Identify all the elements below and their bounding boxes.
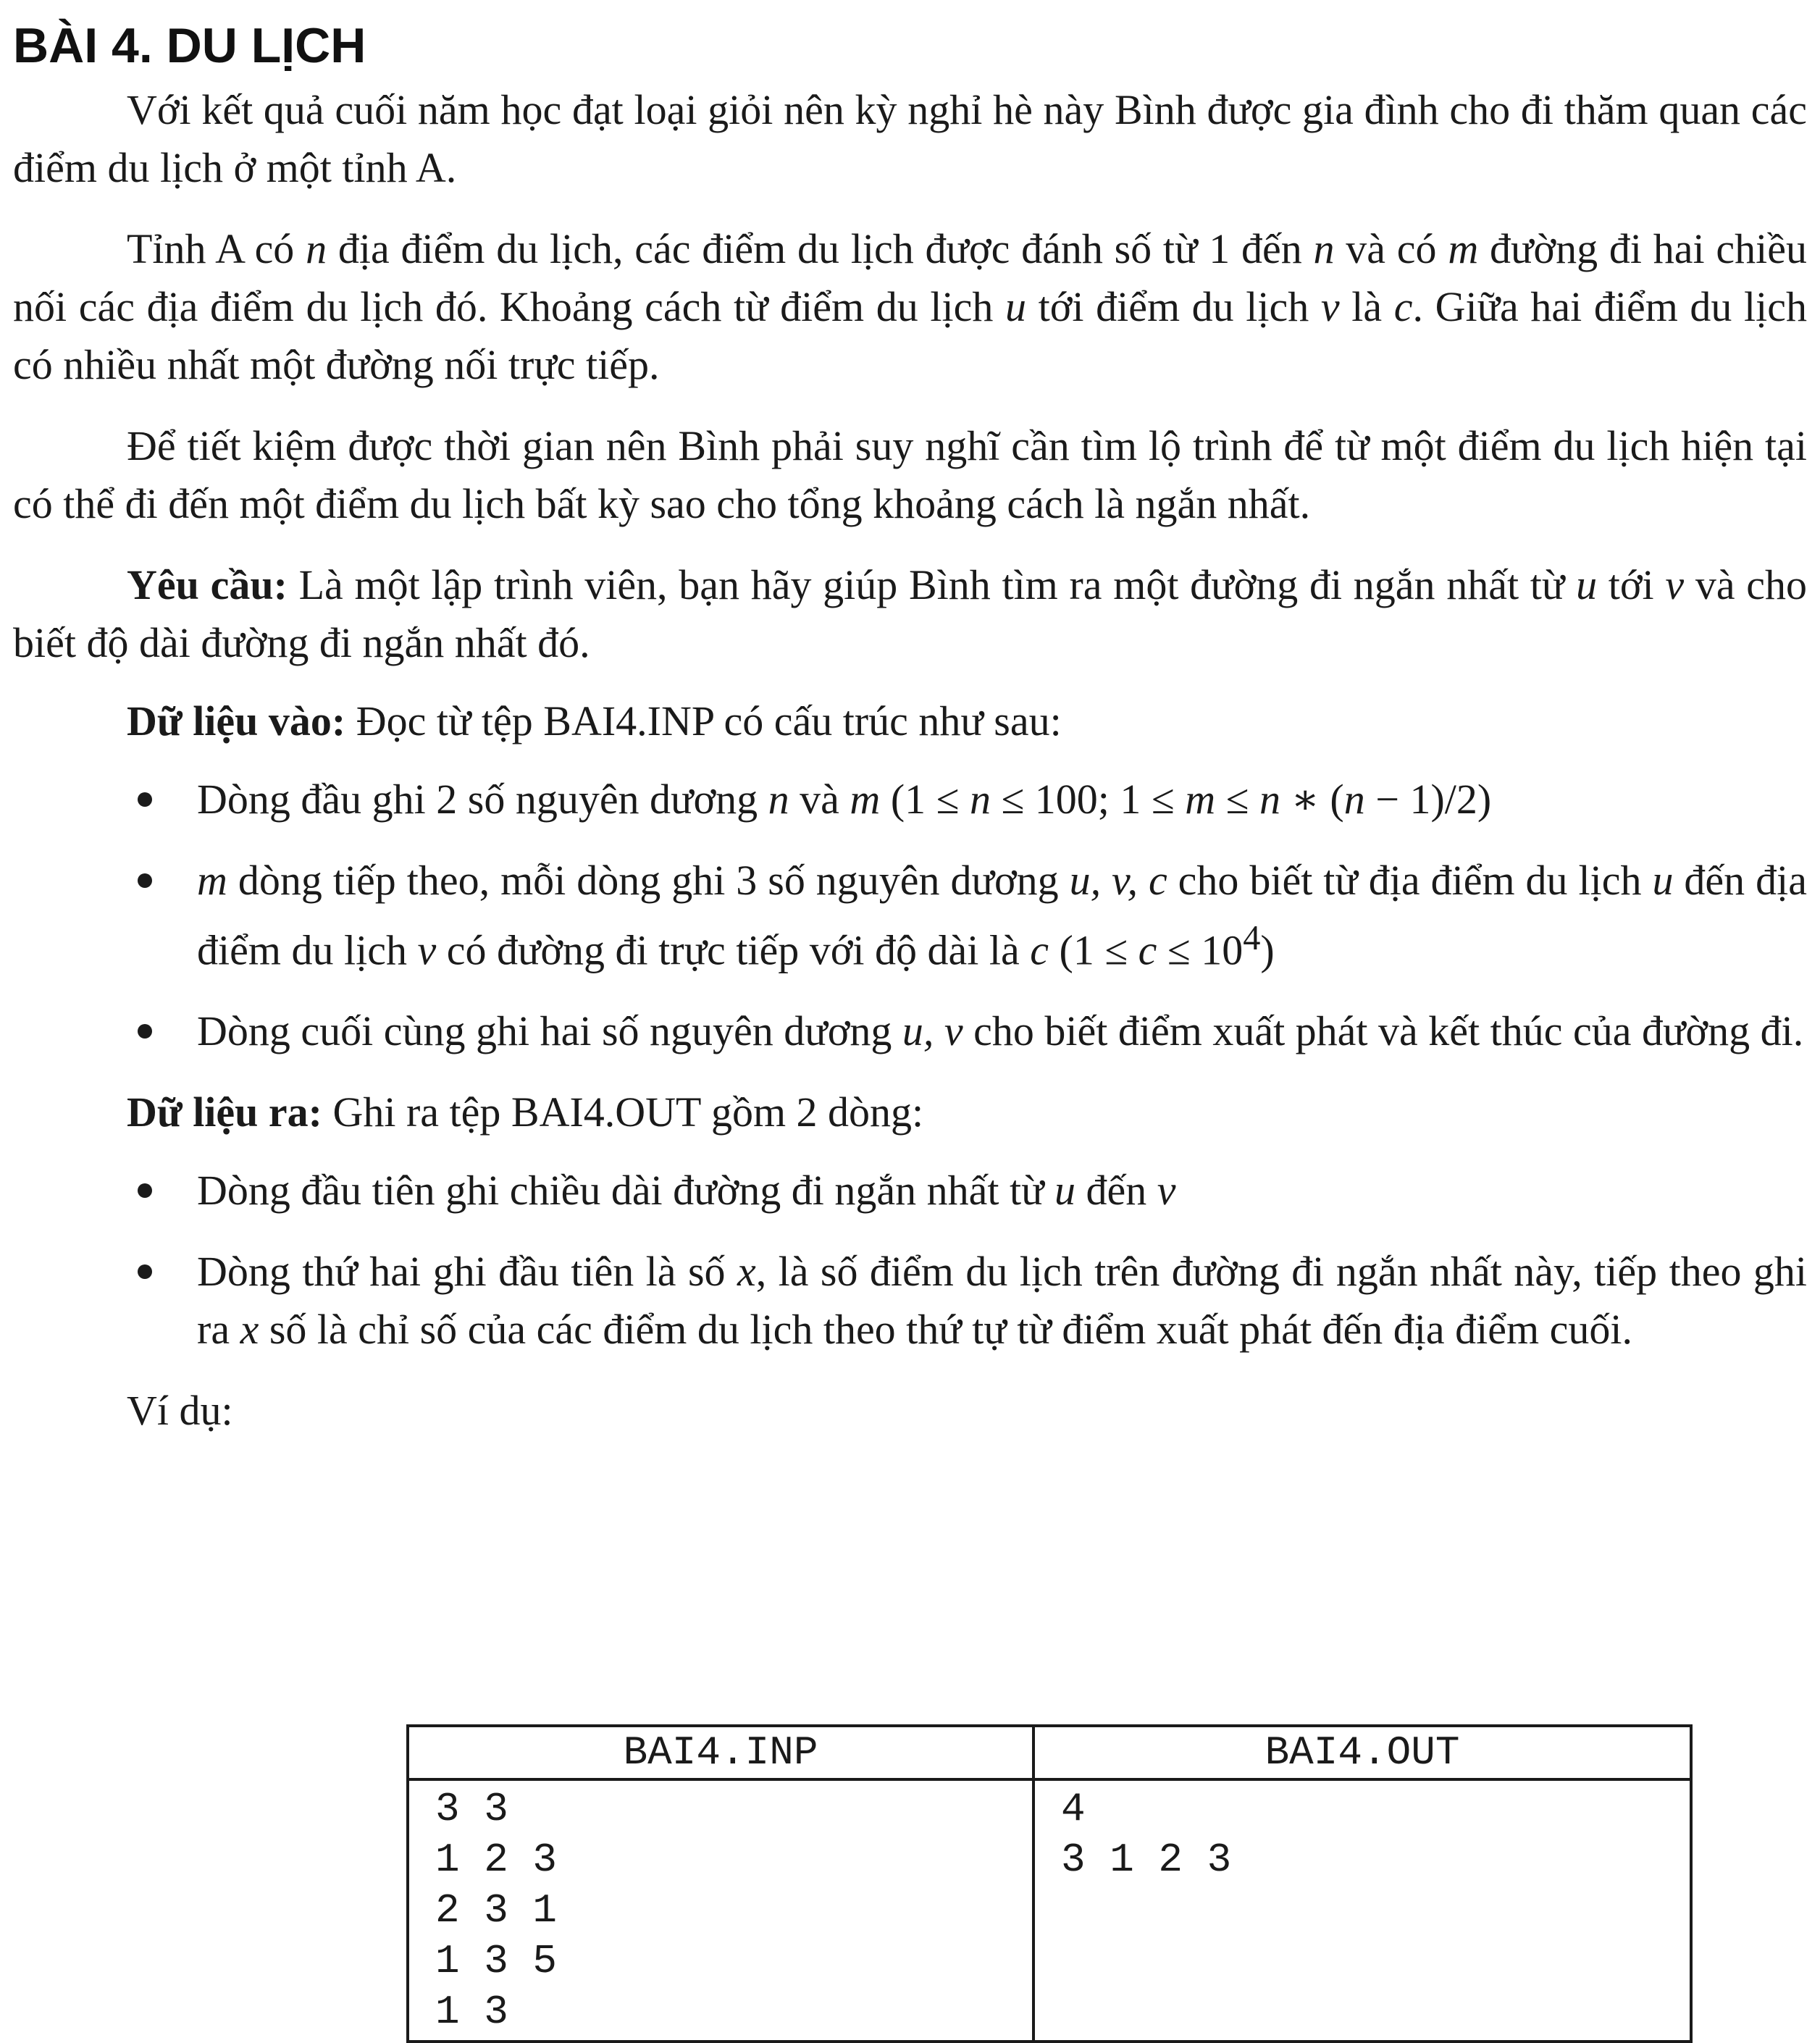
inp-column-header: BAI4.INP [408,1726,1033,1779]
list-item: Dòng thứ hai ghi đầu tiên là số x, là số điểm du lịch trên đường đi ngắn nhất này, tiếp theo ghi ra x số là chỉ số của các điểm du lịch theo thứ tự từ điểm xuất phát đến địa điểm cuối. [13,1243,1807,1359]
example-table [406,1724,1693,2043]
table-row [408,1779,1691,2042]
bullet-icon [138,1024,152,1039]
output-heading: Dữ liệu ra: Ghi ra tệp BAI4.OUT gồm 2 dòng: [127,1088,924,1136]
requirement-paragraph: Yêu cầu: Là một lập trình viên, bạn hãy giúp Bình tìm ra một đường đi ngắn nhất từ u tới v và cho biết độ dài đường đi ngắn nhất đó. [13,561,1808,666]
bullet-icon [138,792,152,807]
input-bullet-list [13,771,1807,1060]
out-cell [1033,1779,1691,2042]
output-label: Dữ liệu ra: [127,1088,322,1136]
out-line: 4 [1061,1786,1086,1832]
bullet-icon [138,1264,152,1279]
out-line: 3 1 2 3 [1061,1837,1232,1883]
inp-line: 2 3 1 [435,1887,558,1934]
inp-line: 3 3 [435,1786,508,1832]
out-column-header: BAI4.OUT [1033,1726,1691,1779]
list-item: Dòng đầu ghi 2 số nguyên dương n và m (1 ≤ n ≤ 100; 1 ≤ m ≤ n ∗ (n − 1)/2) [13,771,1807,828]
output-bullet-list [13,1162,1807,1359]
inp-cell [408,1779,1033,2042]
bullet-icon [138,1183,152,1198]
intro-paragraph: Với kết quả cuối năm học đạt loại giỏi nên kỳ nghỉ hè này Bình được gia đình cho đi thăm quan các điểm du lịch ở một tỉnh A. [13,86,1807,191]
list-item: Dòng cuối cùng ghi hai số nguyên dương u, v cho biết điểm xuất phát và kết thúc của đường đi. [13,1002,1807,1060]
inp-line: 1 2 3 [435,1837,558,1883]
bullet-icon [138,873,152,888]
table-header-row [408,1726,1691,1779]
problem-body [13,81,1807,1440]
description-paragraph: Tỉnh A có n địa điểm du lịch, các điểm du lịch được đánh số từ 1 đến n và có m đường đi hai chiều nối các địa điểm du lịch đó. Khoảng cách từ điểm du lịch u tới điểm du lịch v là c. Giữa hai điểm du lịch có nhiều nhất một đường nối trực tiếp. [13,225,1808,388]
problem-title: BÀI 4. DU LỊCH [13,18,366,73]
input-heading: Dữ liệu vào: Đọc từ tệp BAI4.INP có cấu trúc như sau: [127,697,1062,744]
list-item: Dòng đầu tiên ghi chiều dài đường đi ngắn nhất từ u đến v [13,1162,1807,1220]
list-item: m dòng tiếp theo, mỗi dòng ghi 3 số nguyên dương u, v, c cho biết từ địa điểm du lịch u đến địa điểm du lịch v có đường đi trực tiếp với độ dài là c $(1 \le c \le 10^4)$ [13,852,1807,979]
inp-line: 1 3 [435,1989,508,2035]
example-label: Ví dụ: [127,1387,233,1435]
input-label: Dữ liệu vào: [127,697,346,744]
goal-paragraph: Để tiết kiệm được thời gian nên Bình phải suy nghĩ cần tìm lộ trình để từ một điểm du lịch hiện tại có thể đi đến một điểm du lịch bất kỳ sao cho tổng khoảng cách là ngắn nhất. [13,422,1807,527]
requirement-label: Yêu cầu: [127,561,288,608]
inp-line: 1 3 5 [435,1938,558,1984]
